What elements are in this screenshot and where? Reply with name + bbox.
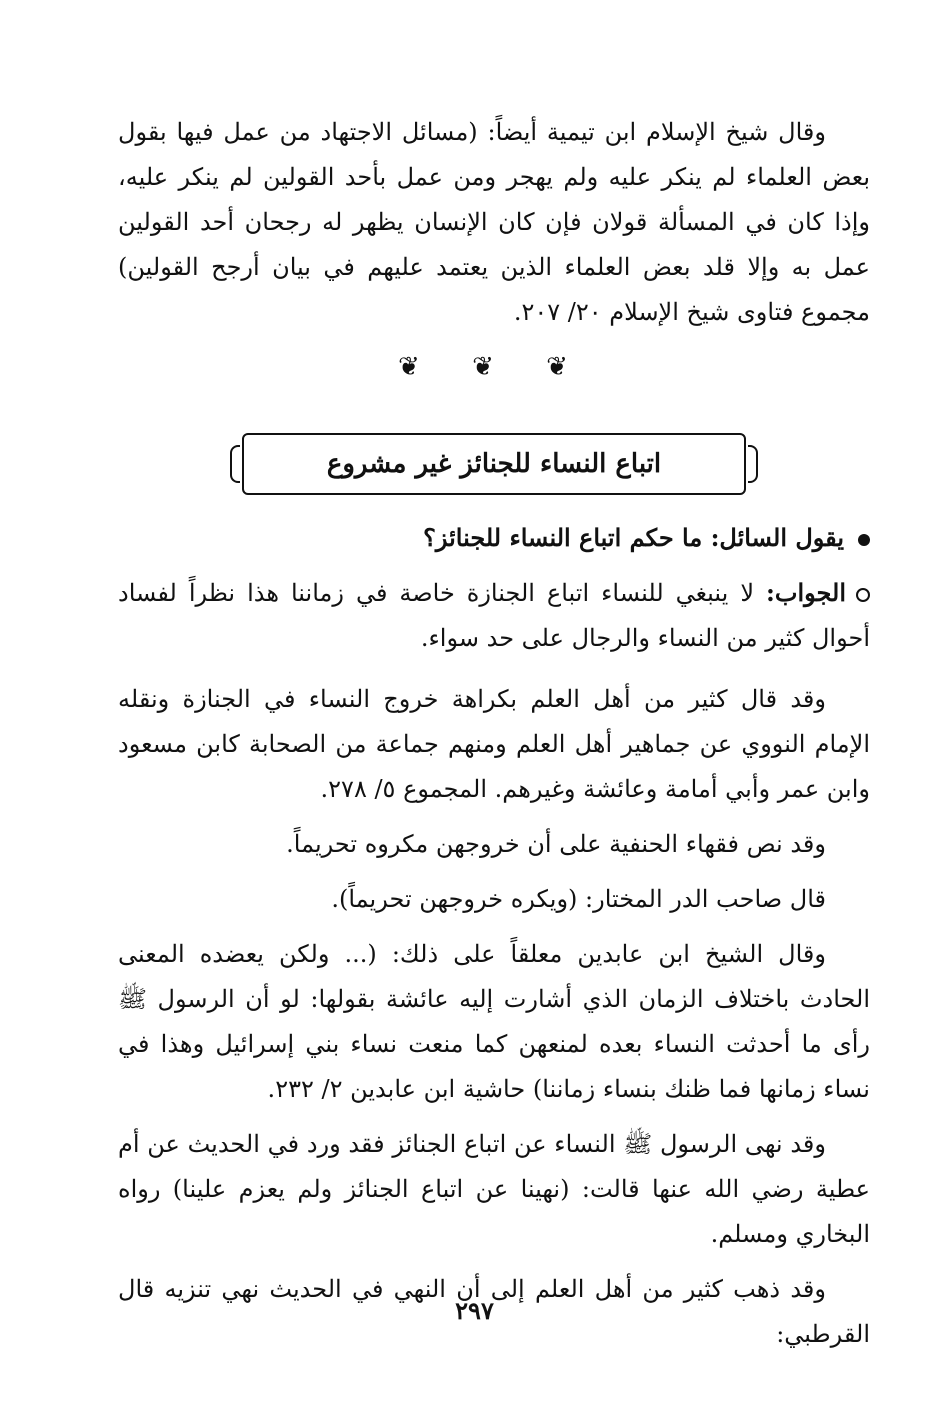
answer-label: الجواب: [766, 578, 846, 607]
page-body [118, 110, 870, 1357]
circle-icon [856, 588, 870, 602]
answer-paragraph [118, 570, 870, 661]
paragraph-durr-mukhtar: قال صاحب الدر المختار: (ويكره خروجهن تحريماً). [331, 885, 826, 913]
answer-text: لا ينبغي للنساء اتباع الجنازة خاصة في زماننا هذا نظراً لفساد أحوال كثير من النساء والرجال على حد سواء. [118, 579, 870, 652]
paragraph-ibn-abidin: وقال الشيخ ابن عابدين معلقاً على ذلك: (... ولكن يعضده المعنى الحادث باختلاف الزمان الذي أشارت إليه عائشة بقولها: لو أن الرسول ﷺ رأى ما أحدثت النساء بعده لمنعهن كما منعت نساء بني إسرائيل وهذا في نساء زمانها فما ظنك بنساء زماننا) حاشية ابن عابدين ٢/ ٢٣٢. [118, 940, 870, 1103]
paragraph-hanafi: وقد نص فقهاء الحنفية على أن خروجهن مكروه تحريماً. [286, 830, 826, 858]
question-text: يقول السائل: ما حكم اتباع النساء للجنائز؟ [423, 523, 844, 552]
paragraph-ibn-taymiyyah: وقال شيخ الإسلام ابن تيمية أيضاً: (مسائل الاجتهاد من عمل فيها بقول بعض العلماء لم ينكر عليه ولم يهجر ومن عمل بأحد القولين لم ينكر عليه، وإذا كان في المسألة قولان فإن كان الإنسان يظهر له رجحان أحد القولين عمل به وإلا قلد بعض العلماء الذين يعتمد عليهم في بيان أرجح القولين) مجموع فتاوى شيخ الإسلام ٢٠/ ٢٠٧. [118, 118, 871, 326]
section-title-frame [242, 433, 746, 495]
question-line [118, 515, 870, 560]
section-title: اتباع النساء للجنائز غير مشروع [326, 449, 662, 479]
page-number: ٢٩٧ [455, 1296, 494, 1325]
section-divider-ornaments: ❦ ❦ ❦ [398, 352, 590, 382]
paragraph-nawawi: وقد قال كثير من أهل العلم بكراهة خروج النساء في الجنازة ونقله الإمام النووي عن جماهير أهل العلم ومنهم جماعة من الصحابة كابن مسعود وابن عمر وأبي أمامة وعائشة وغيرهم. المجموع ٥/ ٢٧٨. [118, 685, 870, 803]
paragraph-qurtubi: وقد ذهب كثير من أهل العلم إلى أن النهي في الحديث نهي تنزيه قال القرطبي: [118, 1275, 870, 1348]
paragraph-hadith: وقد نهى الرسول ﷺ النساء عن اتباع الجنائز فقد ورد في الحديث عن أم عطية رضي الله عنها قالت: (نهينا عن اتباع الجنائز ولم يعزم علينا) رواه البخاري ومسلم. [118, 1130, 870, 1248]
bullet-icon [858, 534, 870, 546]
